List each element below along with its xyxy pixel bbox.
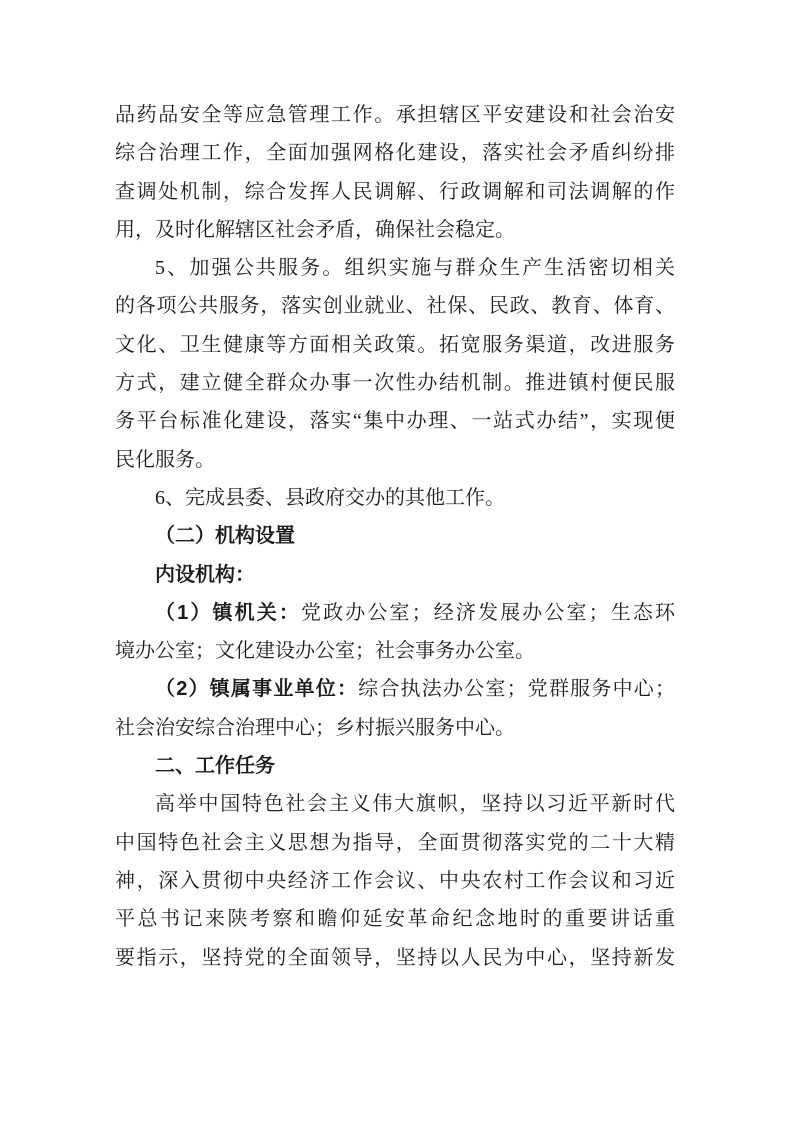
text-line: 境办公室；文化建设办公室；社会事务办公室。 xyxy=(115,640,535,663)
text-line: 民化服务。 xyxy=(115,448,215,471)
text-line: 方式，建立健全群众办事一次性办结机制。推进镇村便民服 xyxy=(115,372,675,395)
text-line: 高举中国特色社会主义伟大旗帜，坚持以习近平新时代 xyxy=(155,793,675,816)
text-line: 平总书记来陕考察和瞻仰延安革命纪念地时的重要讲话重 xyxy=(115,908,675,931)
list-item-public-institutions-line xyxy=(115,670,675,708)
text-line: 要指示，坚持党的全面领导，坚持以人民为中心，坚持新发 xyxy=(115,946,675,969)
text-line: 查调处机制，综合发挥人民调解、行政调解和司法调解的作 xyxy=(115,180,675,203)
list-item-town-organs-text: 党政办公室；经济发展办公室；生态环 xyxy=(301,601,675,624)
text-line: 文化、卫生健康等方面相关政策。拓宽服务渠道，改进服务 xyxy=(115,333,675,356)
heading-internal-bodies: 内设机构： xyxy=(155,563,255,586)
list-item-town-organs-line xyxy=(115,594,675,632)
list-item-6-line: 6、完成县委、县政府交办的其他工作。 xyxy=(155,486,505,509)
text-line: 神，深入贯彻中央经济工作会议、中央农村工作会议和习近 xyxy=(115,869,675,892)
list-item-town-organs-label: （1）镇机关： xyxy=(155,601,301,624)
text-line: 综合治理工作，全面加强网格化建设，落实社会矛盾纠纷排 xyxy=(115,142,675,165)
text-line: 品药品安全等应急管理工作。承担辖区平安建设和社会治安 xyxy=(115,104,675,126)
list-item-public-institutions-label: （2）镇属事业单位： xyxy=(155,678,359,701)
text-line: 用，及时化解辖区社会矛盾，确保社会稳定。 xyxy=(115,218,515,241)
text-line: 中国特色社会主义思想为指导，全面贯彻落实党的二十大精 xyxy=(115,831,675,854)
text-line: 的各项公共服务，落实创业就业、社保、民政、教育、体育、 xyxy=(115,295,675,318)
text-line: 务平台标准化建设，落实“集中办理、一站式办结”，实现便 xyxy=(115,410,675,433)
list-item-public-institutions-text: 综合执法办公室；党群服务中心； xyxy=(358,678,675,701)
heading-work-tasks: 二、工作任务 xyxy=(155,755,275,778)
heading-organization-setup: （二）机构设置 xyxy=(155,525,295,548)
list-item-5-line: 5、加强公共服务。组织实施与群众生产生活密切相关 xyxy=(155,257,675,280)
text-line: 社会治安综合治理中心；乡村振兴服务中心。 xyxy=(115,716,515,739)
